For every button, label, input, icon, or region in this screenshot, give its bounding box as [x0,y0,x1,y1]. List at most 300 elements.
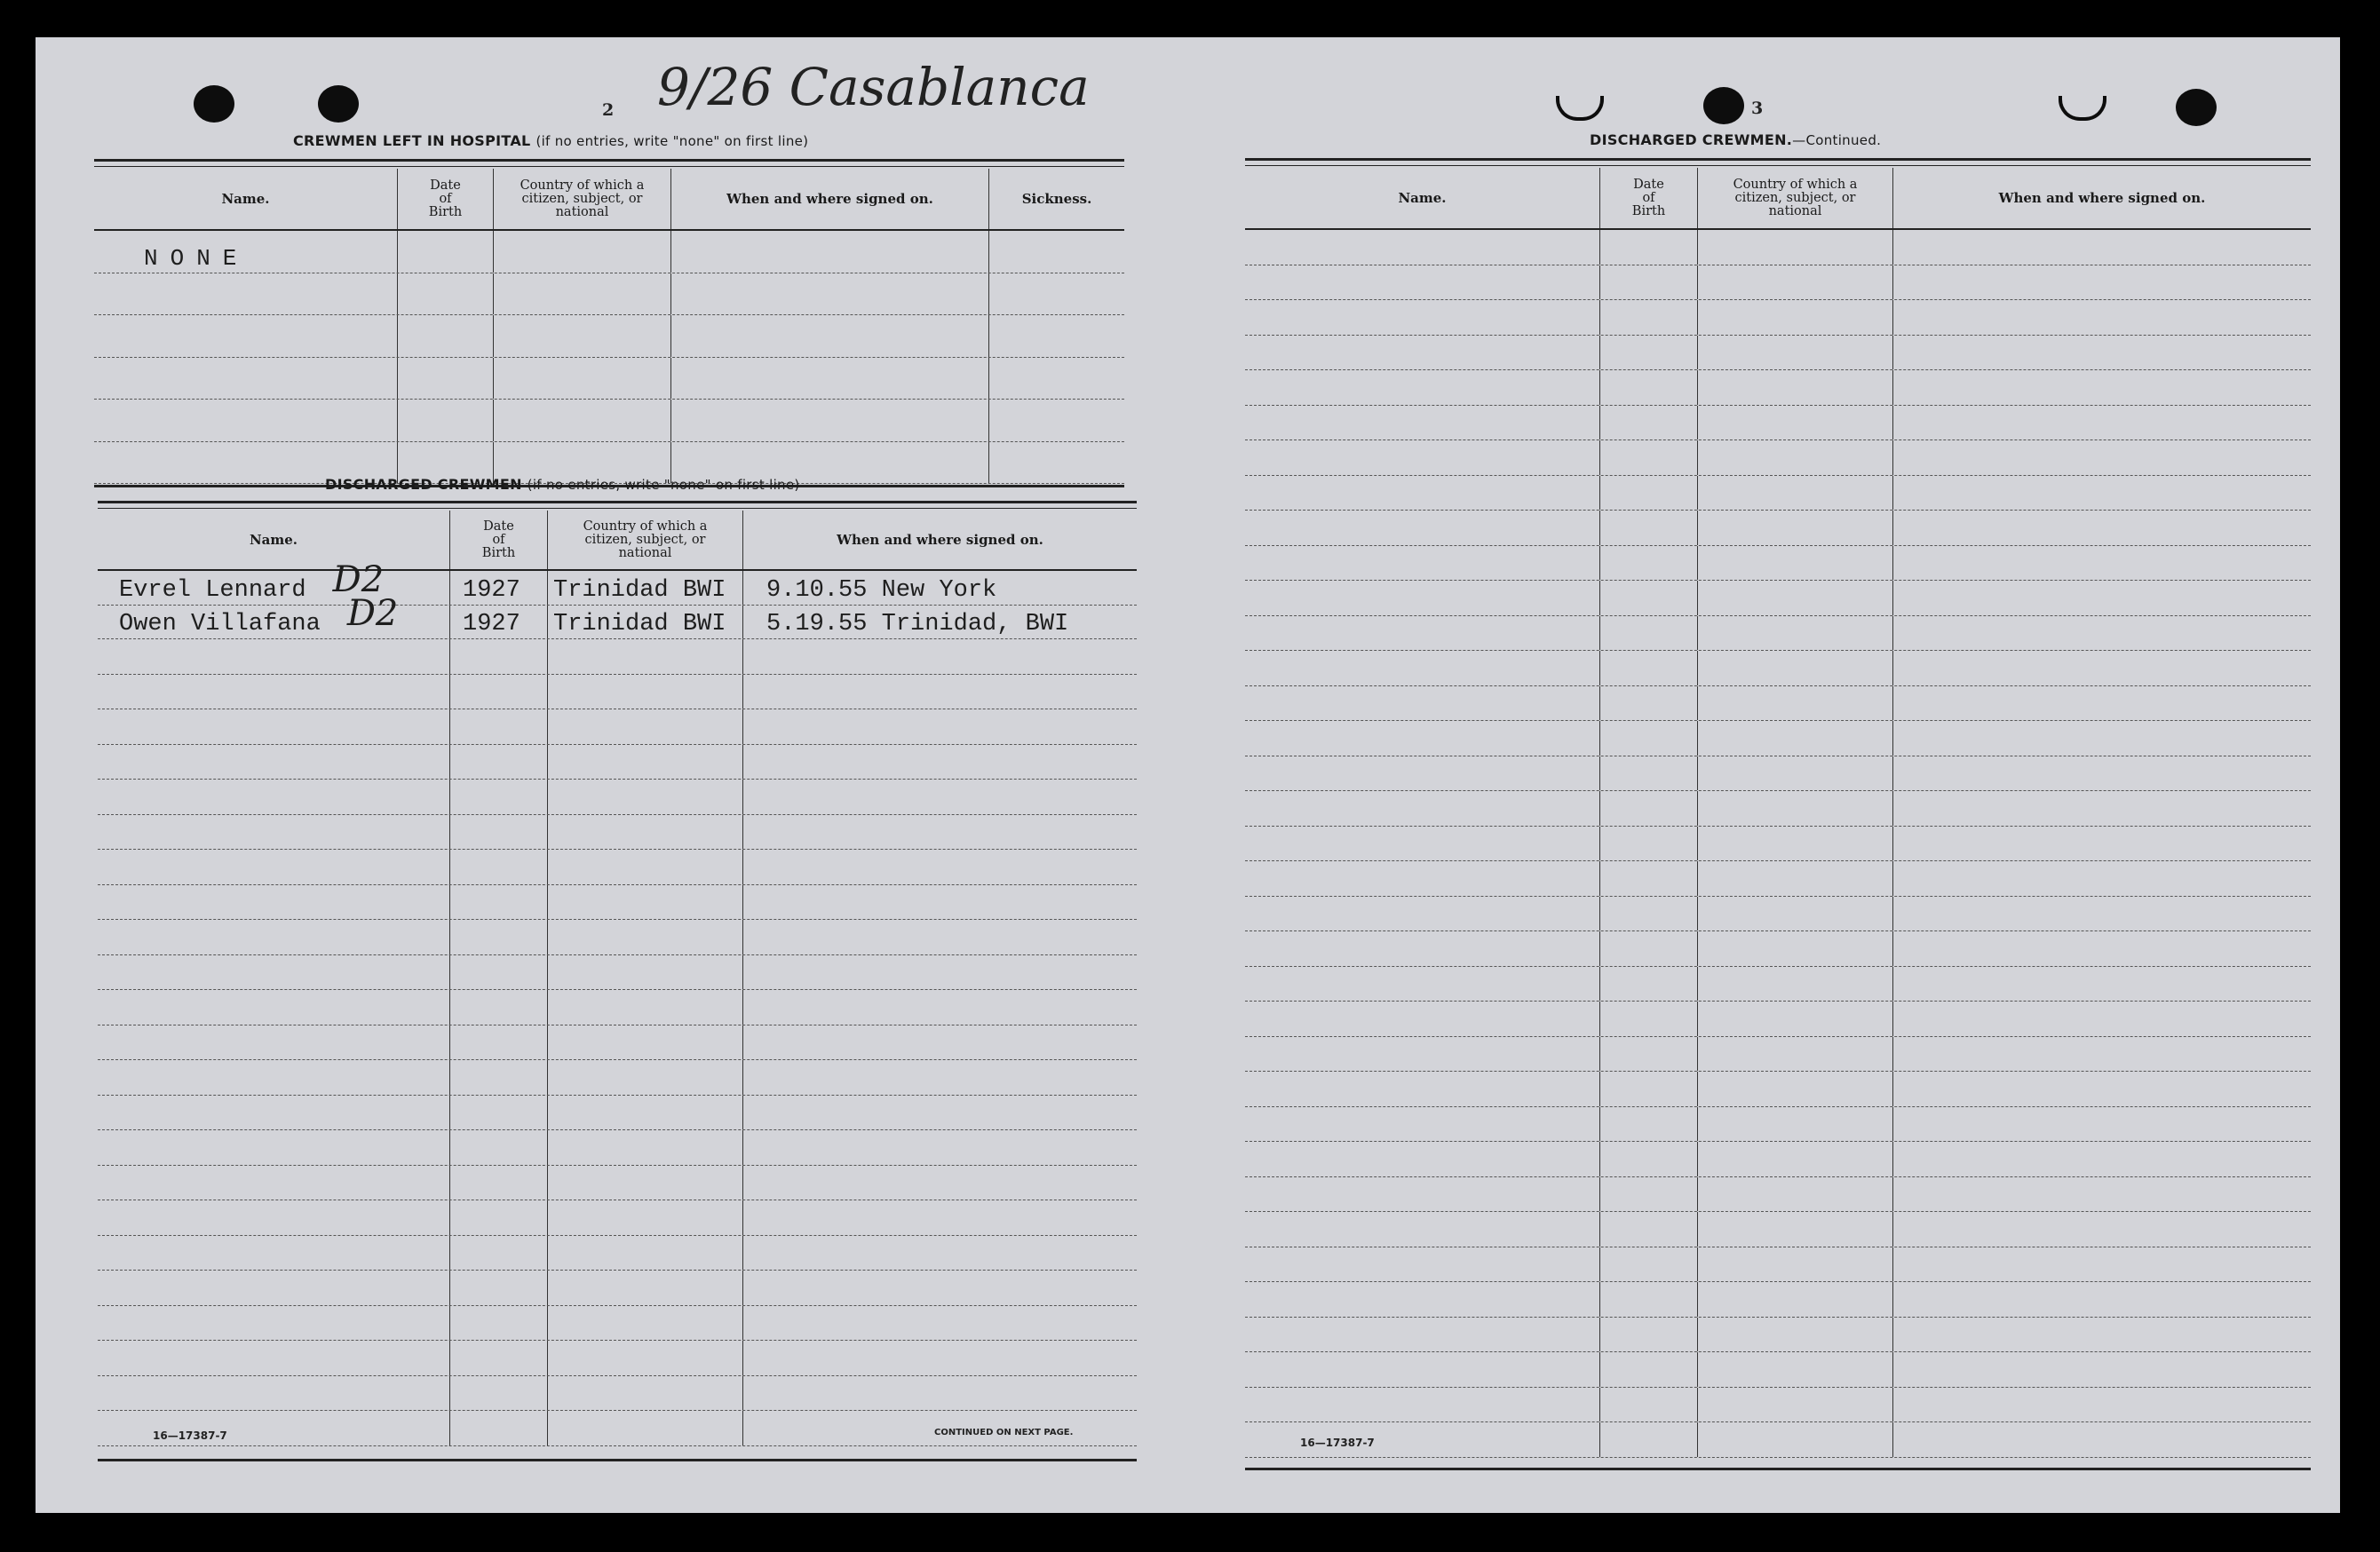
table-cell [1698,616,1893,651]
table-cell [1893,1107,2311,1142]
col-header-signed-on: When and where signed on. [1998,190,2206,206]
table-cell [450,815,548,850]
table-cell [989,315,1124,357]
table-cell [1245,1002,1600,1036]
table-cell [548,1200,743,1235]
table-row [1245,861,2311,897]
table-cell [1245,511,1600,545]
table-cell [1893,897,2311,931]
table-cell [1698,721,1893,756]
col-header-name: Name. [98,511,450,569]
table-row [1245,265,2311,301]
table-cell [1245,476,1600,511]
table-cell [1600,967,1698,1002]
table-cell [743,1341,1137,1375]
table-cell [1600,791,1698,826]
table-cell [1698,476,1893,511]
table-cell [1698,581,1893,615]
table-cell [450,1166,548,1200]
table-cell [743,1096,1137,1130]
table-cell [1245,546,1600,581]
table-row [1245,1107,2311,1143]
table-row [98,675,1137,710]
table-row [1245,1177,2311,1213]
table-cell [1600,861,1698,896]
hospital-table [94,159,1124,490]
table-cell [1893,406,2311,440]
table-cell [743,780,1137,814]
table-cell [1600,265,1698,300]
table-row [1245,721,2311,756]
table-cell [450,1096,548,1130]
table-row [1245,336,2311,371]
table-cell [98,955,450,990]
right-table-body [1245,230,2311,1458]
table-cell [1893,1247,2311,1282]
table-cell [1893,686,2311,721]
table-cell [1600,546,1698,581]
table-cell [450,1411,548,1445]
table-cell [98,639,450,674]
table-cell [743,990,1137,1025]
table-cell [1698,827,1893,861]
table-cell [1893,1282,2311,1317]
table-cell [1600,616,1698,651]
table-cell [1245,686,1600,721]
crewman-dob [450,606,548,639]
table-row [1245,476,2311,511]
table-cell [1698,546,1893,581]
discharged-table [98,501,1137,1464]
table-cell [1893,370,2311,405]
table-row [1245,440,2311,476]
table-cell [1698,686,1893,721]
table-cell [1600,230,1698,265]
table-cell [548,850,743,884]
table-cell [450,639,548,674]
table-cell [98,1166,450,1200]
table-cell [450,1271,548,1305]
table-cell [98,780,450,814]
table-row [98,885,1137,921]
col-header-dob: Date of Birth [450,511,548,569]
table-row [98,850,1137,885]
table-row [94,400,1124,442]
table-row [1245,1247,2311,1283]
table-cell [98,1306,450,1341]
table-cell [1698,1282,1893,1317]
crewman-signed-on [743,606,1137,639]
table-cell [1245,1107,1600,1142]
table-row [1245,897,2311,932]
table-cell [548,745,743,780]
table-cell [1893,616,2311,651]
table-cell [1698,791,1893,826]
cell-text: Trinidad BWI [553,576,726,604]
table-row [98,1271,1137,1306]
table-cell [450,1236,548,1271]
handwritten-annotation: D2 [346,593,399,634]
table-cell [1698,1422,1893,1457]
table-cell [989,442,1124,484]
crewman-dob [450,571,548,605]
table-cell [450,1060,548,1095]
table-cell [1893,1212,2311,1247]
table-cell [989,400,1124,441]
table-cell [98,815,450,850]
table-cell [671,273,989,315]
table-cell [989,273,1124,315]
table-cell [98,1096,450,1130]
table-row [98,1130,1137,1166]
punch-hole-partial [1556,96,1604,121]
table-row [98,955,1137,991]
col-header-dob: Date of Birth [1600,168,1698,228]
form-number-right: 16—17387-7 [1300,1437,1375,1449]
table-cell [1245,230,1600,265]
table-cell [450,1341,548,1375]
table-cell [743,850,1137,884]
table-cell [450,920,548,954]
table-cell [1893,1072,2311,1106]
table-cell [1893,967,2311,1002]
table-cell [1893,265,2311,300]
table-cell [1698,861,1893,896]
table-cell [1600,1107,1698,1142]
table-row [98,1236,1137,1271]
table-cell [548,1306,743,1341]
table-cell [98,709,450,744]
table-cell [1600,827,1698,861]
table-cell [1245,1212,1600,1247]
table-cell [1893,1037,2311,1072]
table-row [1245,931,2311,967]
table-cell [743,1306,1137,1341]
table-cell [450,1200,548,1235]
table-cell [1698,1107,1893,1142]
table-cell [94,400,398,441]
table-cell [1245,931,1600,966]
table-cell [94,273,398,315]
table-cell [1893,1142,2311,1176]
table-cell [1600,1002,1698,1036]
table-cell [743,675,1137,709]
table-cell [450,1376,548,1411]
table-cell [1600,1072,1698,1106]
table-row [1245,1002,2311,1037]
table-cell [98,1341,450,1375]
table-cell [1893,440,2311,475]
table-cell [94,315,398,357]
table-cell [743,1166,1137,1200]
table-cell [548,780,743,814]
table-row [1245,1212,2311,1247]
table-cell [98,1025,450,1060]
table-cell [1698,651,1893,685]
table-cell [450,709,548,744]
table-row [1245,1388,2311,1423]
table-cell [1245,406,1600,440]
cell-text: 1927 [463,576,520,604]
table-cell [1698,1352,1893,1387]
table-cell [398,231,494,273]
discharged-section-title: DISCHARGED CREWMEN (if no entries, write "none" on first line) [325,476,800,493]
table-cell [989,358,1124,400]
table-cell [450,1130,548,1165]
table-cell [743,1376,1137,1411]
table-cell [1600,686,1698,721]
hospital-table-body [94,231,1124,484]
table-cell [1893,511,2311,545]
table-cell [450,780,548,814]
table-cell [743,885,1137,920]
table-row [98,990,1137,1025]
right-table-header [1245,168,2311,230]
table-cell [1893,651,2311,685]
table-cell [1245,581,1600,615]
table-cell [1245,1247,1600,1282]
right-section-title: DISCHARGED CREWMEN.—Continued. [1590,131,1882,148]
table-cell [1600,931,1698,966]
table-cell [989,231,1124,273]
table-cell [1893,1177,2311,1212]
table-row [98,780,1137,815]
table-cell [1698,336,1893,370]
table-cell [1245,1422,1600,1457]
table-cell [98,675,450,709]
table-row [1245,1072,2311,1107]
table-cell [1698,1388,1893,1422]
table-cell [1600,1212,1698,1247]
col-header-signed-on: When and where signed on. [671,169,989,229]
table-cell [398,315,494,357]
table-cell [1245,300,1600,335]
table-cell [1245,370,1600,405]
table-cell [1698,511,1893,545]
table-cell [98,745,450,780]
table-cell [1600,651,1698,685]
crewman-signed-on [743,571,1137,605]
table-cell [398,273,494,315]
table-cell [1600,1247,1698,1282]
table-cell [398,400,494,441]
table-cell [548,1376,743,1411]
table-row [98,709,1137,745]
table-cell [743,1060,1137,1095]
table-cell [743,639,1137,674]
table-cell [1893,1388,2311,1422]
table-cell [548,709,743,744]
discharged-continued-table [1245,158,2311,1473]
table-cell [1893,336,2311,370]
table-cell [1893,721,2311,756]
crewman-row [98,593,1137,640]
table-cell [671,231,989,273]
table-cell [1698,406,1893,440]
table-row [98,1060,1137,1096]
table-cell [98,1060,450,1095]
table-cell [1245,1282,1600,1317]
discharged-table-body [98,558,1137,1446]
table-cell [1245,1177,1600,1212]
table-cell [743,709,1137,744]
handwritten-annotation: D2 [332,558,385,600]
table-cell [548,1166,743,1200]
table-cell [1245,756,1600,791]
table-cell [98,850,450,884]
table-row [1245,651,2311,686]
table-row [1245,1352,2311,1388]
table-cell [548,1096,743,1130]
table-cell [1600,1422,1698,1457]
table-cell [1600,406,1698,440]
table-row [1245,686,2311,722]
continued-note: CONTINUED ON NEXT PAGE. [934,1428,1074,1437]
table-cell [1698,1002,1893,1036]
table-cell [1893,581,2311,615]
table-cell [1600,336,1698,370]
table-cell [548,955,743,990]
table-cell [98,1200,450,1235]
table-cell [743,955,1137,990]
col-header-signed-on: When and where signed on. [837,532,1043,548]
page-number-right: 3 [1751,99,1764,118]
crewman-name [98,593,450,639]
table-row [1245,1142,2311,1177]
punch-hole [2176,89,2217,126]
table-cell [98,1411,450,1445]
table-cell [671,358,989,400]
table-cell [1600,440,1698,475]
table-cell [1698,967,1893,1002]
table-cell [743,1200,1137,1235]
table-cell [1893,476,2311,511]
table-cell [494,231,671,273]
table-cell [548,1341,743,1375]
table-cell [450,1306,548,1341]
handwritten-header: 9/26 Casablanca [657,57,1090,117]
table-cell [743,815,1137,850]
table-cell [1600,581,1698,615]
cell-text: 1927 [463,611,520,637]
table-row [98,1025,1137,1061]
table-row [98,920,1137,955]
table-row [1245,616,2311,652]
table-row [98,1341,1137,1376]
table-cell [1245,1318,1600,1352]
table-row [1245,370,2311,406]
table-cell [98,1130,450,1165]
table-cell [1893,931,2311,966]
table-row [98,1306,1137,1342]
table-cell [450,745,548,780]
table-cell [1698,1037,1893,1072]
table-cell [450,675,548,709]
table-cell [1698,230,1893,265]
table-cell [548,1130,743,1165]
table-row [1245,756,2311,792]
table-cell [1600,1177,1698,1212]
table-row [1245,1282,2311,1318]
table-cell [494,315,671,357]
table-cell [548,639,743,674]
table-cell [1698,300,1893,335]
table-row [94,315,1124,358]
page-number-left: 2 [602,100,615,120]
document-sheet [36,37,2340,1513]
table-cell [1698,931,1893,966]
table-cell [450,955,548,990]
table-cell [450,885,548,920]
table-cell [1893,300,2311,335]
table-row [98,1376,1137,1412]
table-cell [548,675,743,709]
punch-hole [194,85,234,123]
col-header-name: Name. [94,169,398,229]
table-cell [1600,370,1698,405]
table-cell [1245,265,1600,300]
table-cell [1245,1388,1600,1422]
col-header-country: Country of which a citizen, subject, or national [548,511,743,569]
table-cell [450,990,548,1025]
table-cell [98,1376,450,1411]
table-cell [548,990,743,1025]
table-cell [1698,1177,1893,1212]
table-cell [1893,1352,2311,1387]
table-cell [98,920,450,954]
punch-hole [318,85,359,123]
table-cell [1600,1318,1698,1352]
table-cell [1245,897,1600,931]
table-cell [743,1236,1137,1271]
table-cell [1245,1072,1600,1106]
table-row [1245,1037,2311,1073]
table-cell [1893,230,2311,265]
punch-hole-partial [2059,96,2106,121]
table-cell [1698,370,1893,405]
table-cell [1893,861,2311,896]
table-cell [98,990,450,1025]
hospital-section-title: CREWMEN LEFT IN HOSPITAL (if no entries, write "none" on first line) [293,132,809,149]
table-cell [494,358,671,400]
cell-text: Trinidad BWI [553,611,726,637]
table-cell [1245,791,1600,826]
crewman-row [98,558,1137,606]
table-cell [743,1130,1137,1165]
table-row [98,1166,1137,1201]
table-row [98,745,1137,780]
table-cell [1600,897,1698,931]
table-cell [1600,1352,1698,1387]
table-cell [671,315,989,357]
table-cell [1698,440,1893,475]
table-cell [1600,756,1698,791]
table-cell [1245,1142,1600,1176]
table-cell [1600,721,1698,756]
table-row [1245,406,2311,441]
table-cell [1893,791,2311,826]
table-cell [743,745,1137,780]
table-cell [671,400,989,441]
col-header-country: Country of which a citizen, subject, or national [494,169,671,229]
table-cell [98,1271,450,1305]
table-cell [1893,756,2311,791]
table-row [1245,1422,2311,1458]
crewman-country [548,571,743,605]
table-cell [548,885,743,920]
table-cell [98,885,450,920]
discharged-table-header [98,511,1137,571]
